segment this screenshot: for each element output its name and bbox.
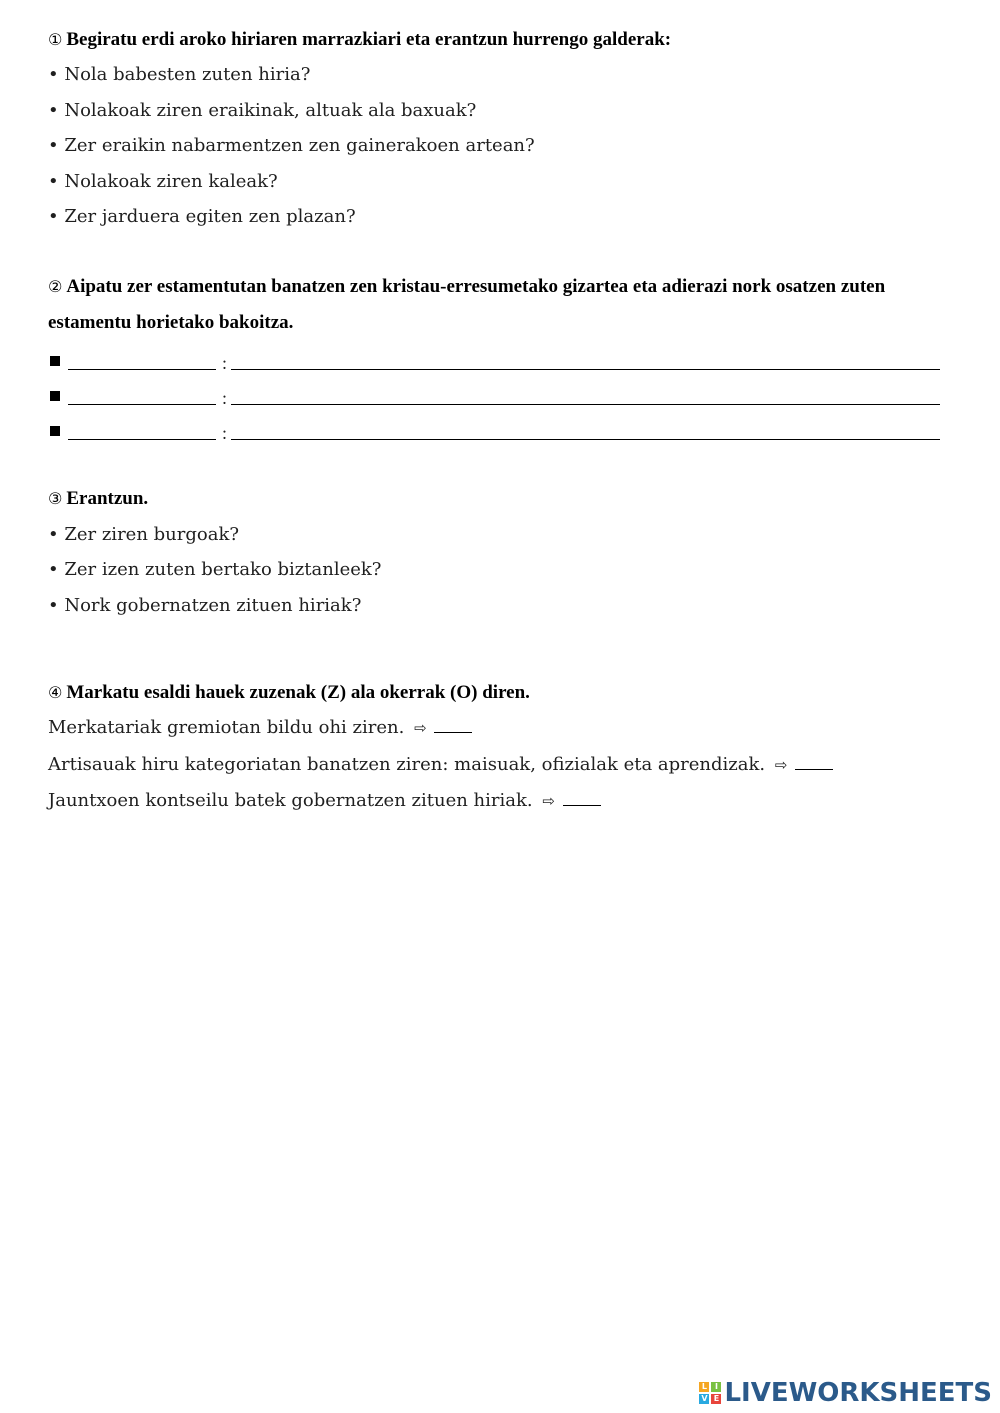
logo-letter-v: V	[701, 1394, 708, 1403]
worksheet	[48, 22, 940, 820]
arrow-right-icon: ⇨	[542, 792, 555, 811]
section-4-number: ④	[48, 683, 63, 703]
estate-members-blank-3[interactable]	[231, 439, 940, 440]
question-3-1: • Zer ziren burgoak?	[48, 523, 240, 545]
logo-text: LIVEWORKSHEETS	[724, 1378, 992, 1408]
answer-blank-2[interactable]	[795, 755, 833, 770]
statement-text-2: Artisauak hiru kategoriatan banatzen ziren: maisuak, ofizialak eta aprendizak.	[48, 753, 766, 775]
logo-letter-l: L	[699, 1382, 709, 1392]
estate-row-1	[48, 340, 940, 375]
question-1-1: • Nola babesten zuten hiria?	[48, 64, 311, 86]
square-bullet-icon	[50, 426, 60, 436]
logo-mark-icon	[699, 1382, 721, 1404]
section-3-heading-text: Erantzun.	[66, 488, 149, 510]
statement-row-1	[48, 710, 940, 746]
question-1-3: • Zer eraikin nabarmentzen zen gainerakoen artean?	[48, 135, 535, 157]
section-3-number: ③	[48, 489, 63, 509]
square-bullet-icon	[50, 391, 60, 401]
section-1-heading	[48, 22, 940, 57]
separator-colon: :	[222, 423, 228, 444]
section-2-heading-text: Aipatu zer estamentutan banatzen zen kristau-erresumetako gizartea eta adierazi nork osatzen zuten estamentu horietako bakoitza.	[48, 276, 886, 333]
answer-blank-3[interactable]	[563, 791, 601, 806]
question-1-2: • Nolakoak ziren eraikinak, altuak ala baxuak?	[48, 99, 477, 121]
question-3-3: • Nork gobernatzen zituen hiriak?	[48, 594, 362, 616]
estate-row-3	[48, 411, 940, 446]
section-4-heading	[48, 675, 940, 710]
question-1-4: • Nolakoak ziren kaleak?	[48, 170, 278, 192]
section-2-number: ②	[48, 277, 63, 297]
estate-name-blank-3[interactable]	[68, 439, 216, 440]
separator-colon: :	[222, 388, 228, 409]
arrow-right-icon: ⇨	[774, 755, 788, 774]
separator-colon: :	[222, 352, 228, 373]
estate-name-blank-1[interactable]	[68, 369, 216, 370]
statement-text-1: Merkatariak gremiotan bildu ohi ziren.	[48, 717, 405, 739]
statement-text-3: Jauntxoen kontseilu batek gobernatzen zituen hiriak.	[48, 790, 533, 812]
arrow-right-icon: ⇨	[414, 719, 427, 738]
section-1-heading-text: Begiratu erdi aroko hiriaren marrazkiari eta erantzun hurrengo galderak:	[66, 29, 672, 50]
logo-letter-e: E	[711, 1394, 721, 1404]
section-3-heading	[48, 481, 940, 516]
section-4-heading-text: Markatu esaldi hauek zuzenak (Z) ala okerrak (O) diren.	[66, 682, 530, 704]
estate-name-blank-2[interactable]	[68, 404, 216, 405]
question-3-2: • Zer izen zuten bertako biztanleek?	[48, 559, 382, 581]
estate-members-blank-1[interactable]	[231, 369, 940, 370]
section-1-number: ①	[48, 30, 63, 49]
statement-row-2	[48, 747, 940, 783]
estate-members-blank-2[interactable]	[231, 404, 940, 405]
question-1-5: • Zer jarduera egiten zen plazan?	[48, 206, 356, 228]
estate-row-2	[48, 376, 940, 411]
answer-blank-1[interactable]	[434, 718, 472, 733]
logo-letter-i: I	[711, 1382, 721, 1392]
liveworksheets-logo	[699, 1378, 992, 1408]
square-bullet-icon	[50, 356, 60, 366]
statement-row-3	[48, 783, 940, 819]
section-2-heading	[48, 269, 940, 340]
